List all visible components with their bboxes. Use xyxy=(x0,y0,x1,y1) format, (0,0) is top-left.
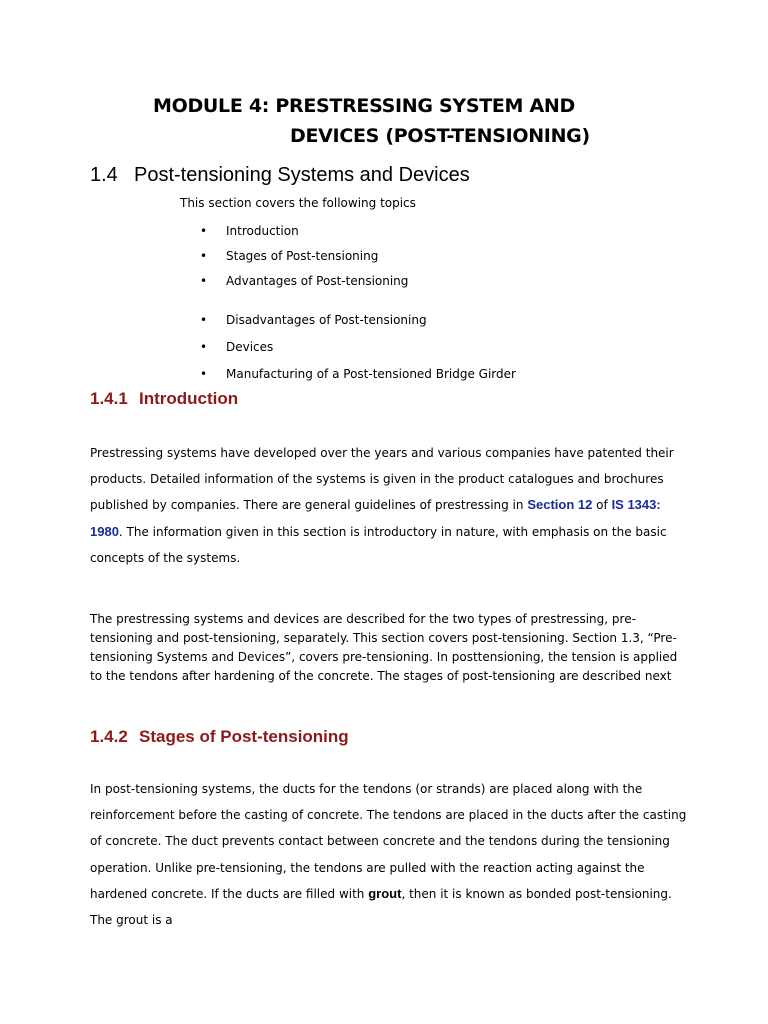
bullet-icon: • xyxy=(200,313,208,327)
paragraph-text: In post-tensioning systems, the ducts for the tendons (or strands) are placed along with the reinforcement before the casting of concrete. The tendons are placed in the ducts after the casting of concrete. The duct prevents contact between concrete and the tendons during the tensioning operation. Unlike pre-tensioning, the tendons are pulled with the reaction acting against the hardened concrete. If the ducts are filled with xyxy=(90,782,687,901)
module-title-line-2: DEVICES (POST-TENSIONING) xyxy=(290,125,590,147)
topic-label: Disadvantages of Post-tensioning xyxy=(226,313,427,327)
subsection-heading-stages xyxy=(90,727,349,747)
subsection-title: Introduction xyxy=(139,389,239,408)
topic-label: Advantages of Post-tensioning xyxy=(226,274,409,288)
bullet-icon: • xyxy=(200,224,208,238)
introduction-paragraph-1 xyxy=(90,440,690,571)
list-item xyxy=(200,313,427,327)
subsection-title: Stages of Post-tensioning xyxy=(139,727,349,746)
is-1343-reference: IS 1343: 1980 xyxy=(90,497,661,539)
bullet-icon: • xyxy=(200,274,208,288)
bullet-icon: • xyxy=(200,367,208,381)
bullet-icon: • xyxy=(200,340,208,354)
section-heading xyxy=(90,164,470,187)
section-12-reference: Section 12 xyxy=(527,497,593,513)
section-number: 1.4 xyxy=(90,164,118,186)
topics-intro: This section covers the following topics xyxy=(180,196,416,210)
bullet-icon: • xyxy=(200,249,208,263)
topic-label: Stages of Post-tensioning xyxy=(226,249,379,263)
stages-paragraph-1 xyxy=(90,776,690,933)
paragraph-text: Prestressing systems have developed over the years and various companies have patented their products. Detailed information of the systems is given in the product catalogues and brochures published by companies. There are general guidelines of prestressing in xyxy=(90,446,674,513)
subsection-number: 1.4.2 xyxy=(90,727,128,746)
section-title: Post-tensioning Systems and Devices xyxy=(134,164,470,186)
list-item xyxy=(200,340,273,354)
introduction-paragraph-2: The prestressing systems and devices are described for the two types of prestressing, pre-tensioning and post-tensioning, separately. This section covers post-tensioning. Section 1.3, “Pre-tensioning Systems and Devices”, covers pre-tensioning. In posttensioning, the tension is applied to the tendons after hardening of the concrete. The stages of post-tensioning are described next xyxy=(90,612,678,683)
subsection-heading-introduction xyxy=(90,389,238,409)
list-item xyxy=(200,367,516,381)
list-item xyxy=(200,274,408,288)
module-title-line-1: MODULE 4: PRESTRESSING SYSTEM AND xyxy=(153,95,575,117)
topic-label: Manufacturing of a Post-tensioned Bridge Girder xyxy=(226,367,516,381)
list-item xyxy=(200,224,299,238)
topic-label: Devices xyxy=(226,340,274,354)
paragraph-text: . The information given in this section is introductory in nature, with emphasis on the basic concepts of the systems. xyxy=(90,524,667,565)
topic-label: Introduction xyxy=(226,224,299,238)
list-item xyxy=(200,249,378,263)
grout-term: grout xyxy=(368,885,402,901)
subsection-number: 1.4.1 xyxy=(90,389,128,408)
paragraph-text: of xyxy=(592,498,612,513)
paragraph-text: , then it is known as bonded post-tensioning. The grout is a xyxy=(90,886,672,928)
